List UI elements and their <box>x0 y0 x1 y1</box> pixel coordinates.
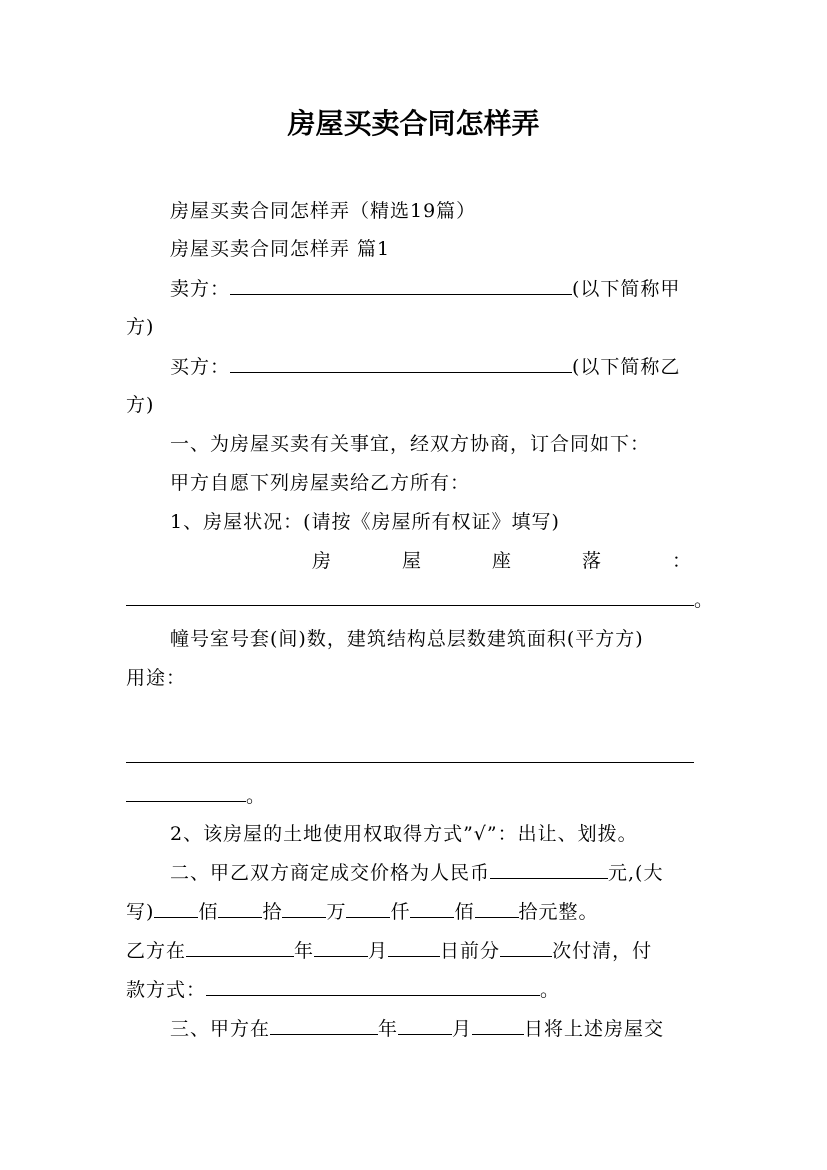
seller-line <box>170 275 716 303</box>
payment-method-blank <box>206 976 540 996</box>
article-2-line <box>170 859 716 887</box>
period: 。 <box>694 589 715 611</box>
article-2-text-end: 元,(大 <box>608 862 664 884</box>
item-1: 1、房屋状况：(请按《房屋所有权证》填写) <box>170 511 560 533</box>
schedule-text: 乙方在 <box>126 940 187 962</box>
period: 。 <box>540 979 561 1001</box>
usage-blank-line <box>126 743 716 771</box>
property-description: 幢号室号套(间)数，建筑结构总层数建筑面积(平方方) <box>170 628 644 650</box>
amount-blank <box>346 898 390 918</box>
usage-blank-2 <box>126 782 246 802</box>
amount-text: 拾元整。 <box>518 901 599 923</box>
amount-text: 佰 <box>198 901 219 923</box>
buyer-line <box>170 353 716 381</box>
article-1: 一、为房屋买卖有关事宜，经双方协商，订合同如下： <box>170 433 651 455</box>
location-char: ： <box>671 550 692 572</box>
section-heading: 房屋买卖合同怎样弄 篇1 <box>170 238 391 260</box>
day-blank <box>472 1015 524 1035</box>
seller-label: 卖方： <box>170 278 231 300</box>
amount-text: 写) <box>126 901 155 923</box>
article-3-line <box>170 1015 716 1043</box>
month-blank <box>398 1015 452 1035</box>
document-title: 房屋买卖合同怎样弄 <box>287 107 540 140</box>
buyer-blank <box>230 353 572 373</box>
year-blank <box>186 937 294 957</box>
amount-blank <box>410 898 454 918</box>
amount-text: 万 <box>326 901 347 923</box>
article-3-text: 三、甲方在 <box>170 1018 271 1040</box>
schedule-text: 日前分 <box>440 940 501 962</box>
location-char: 房 <box>312 550 333 572</box>
article-3-text: 月 <box>452 1018 473 1040</box>
schedule-text: 年 <box>294 940 315 962</box>
amount-blank <box>218 898 262 918</box>
usage-label: 用途： <box>126 667 187 689</box>
amount-blank <box>475 898 519 918</box>
payment-method-line <box>126 976 716 1004</box>
amount-text: 仟 <box>390 901 411 923</box>
buyer-suffix: (以下简称乙 <box>572 356 681 378</box>
amount-text: 拾 <box>262 901 283 923</box>
usage-blank-line-2 <box>126 782 716 810</box>
buyer-label: 买方： <box>170 356 231 378</box>
article-3-text: 日将上述房屋交 <box>524 1018 665 1040</box>
seller-suffix: (以下简称甲 <box>572 278 681 300</box>
article-1-sentence: 甲方自愿下列房屋卖给乙方所有： <box>170 472 471 494</box>
amount-text: 佰 <box>454 901 475 923</box>
payment-schedule-line <box>126 937 716 965</box>
location-blank-line <box>126 586 716 614</box>
location-label <box>312 547 692 575</box>
usage-blank <box>126 743 694 763</box>
month-blank <box>314 937 368 957</box>
amount-blank <box>282 898 326 918</box>
article-2-text: 二、甲乙双方商定成交价格为人民币 <box>170 862 491 884</box>
buyer-continuation: 方) <box>126 394 155 416</box>
schedule-text: 次付清，付 <box>552 940 653 962</box>
location-blank <box>126 586 694 606</box>
location-char: 屋 <box>401 550 422 572</box>
schedule-text: 月 <box>368 940 389 962</box>
item-2: 2、该房屋的土地使用权取得方式”√”：出让、划拨。 <box>170 823 638 845</box>
seller-blank <box>230 275 572 295</box>
price-blank <box>490 859 608 879</box>
payment-method-label: 款方式： <box>126 979 207 1001</box>
location-char: 座 <box>491 550 512 572</box>
day-blank <box>388 937 440 957</box>
installment-blank <box>500 937 552 957</box>
year-blank <box>270 1015 378 1035</box>
period: 。 <box>246 785 267 807</box>
amount-capital-line <box>126 898 716 926</box>
amount-blank <box>154 898 198 918</box>
article-3-text: 年 <box>378 1018 399 1040</box>
seller-continuation: 方) <box>126 316 155 338</box>
location-char: 落 <box>581 550 602 572</box>
subtitle-line: 房屋买卖合同怎样弄（精选19篇） <box>170 200 477 222</box>
